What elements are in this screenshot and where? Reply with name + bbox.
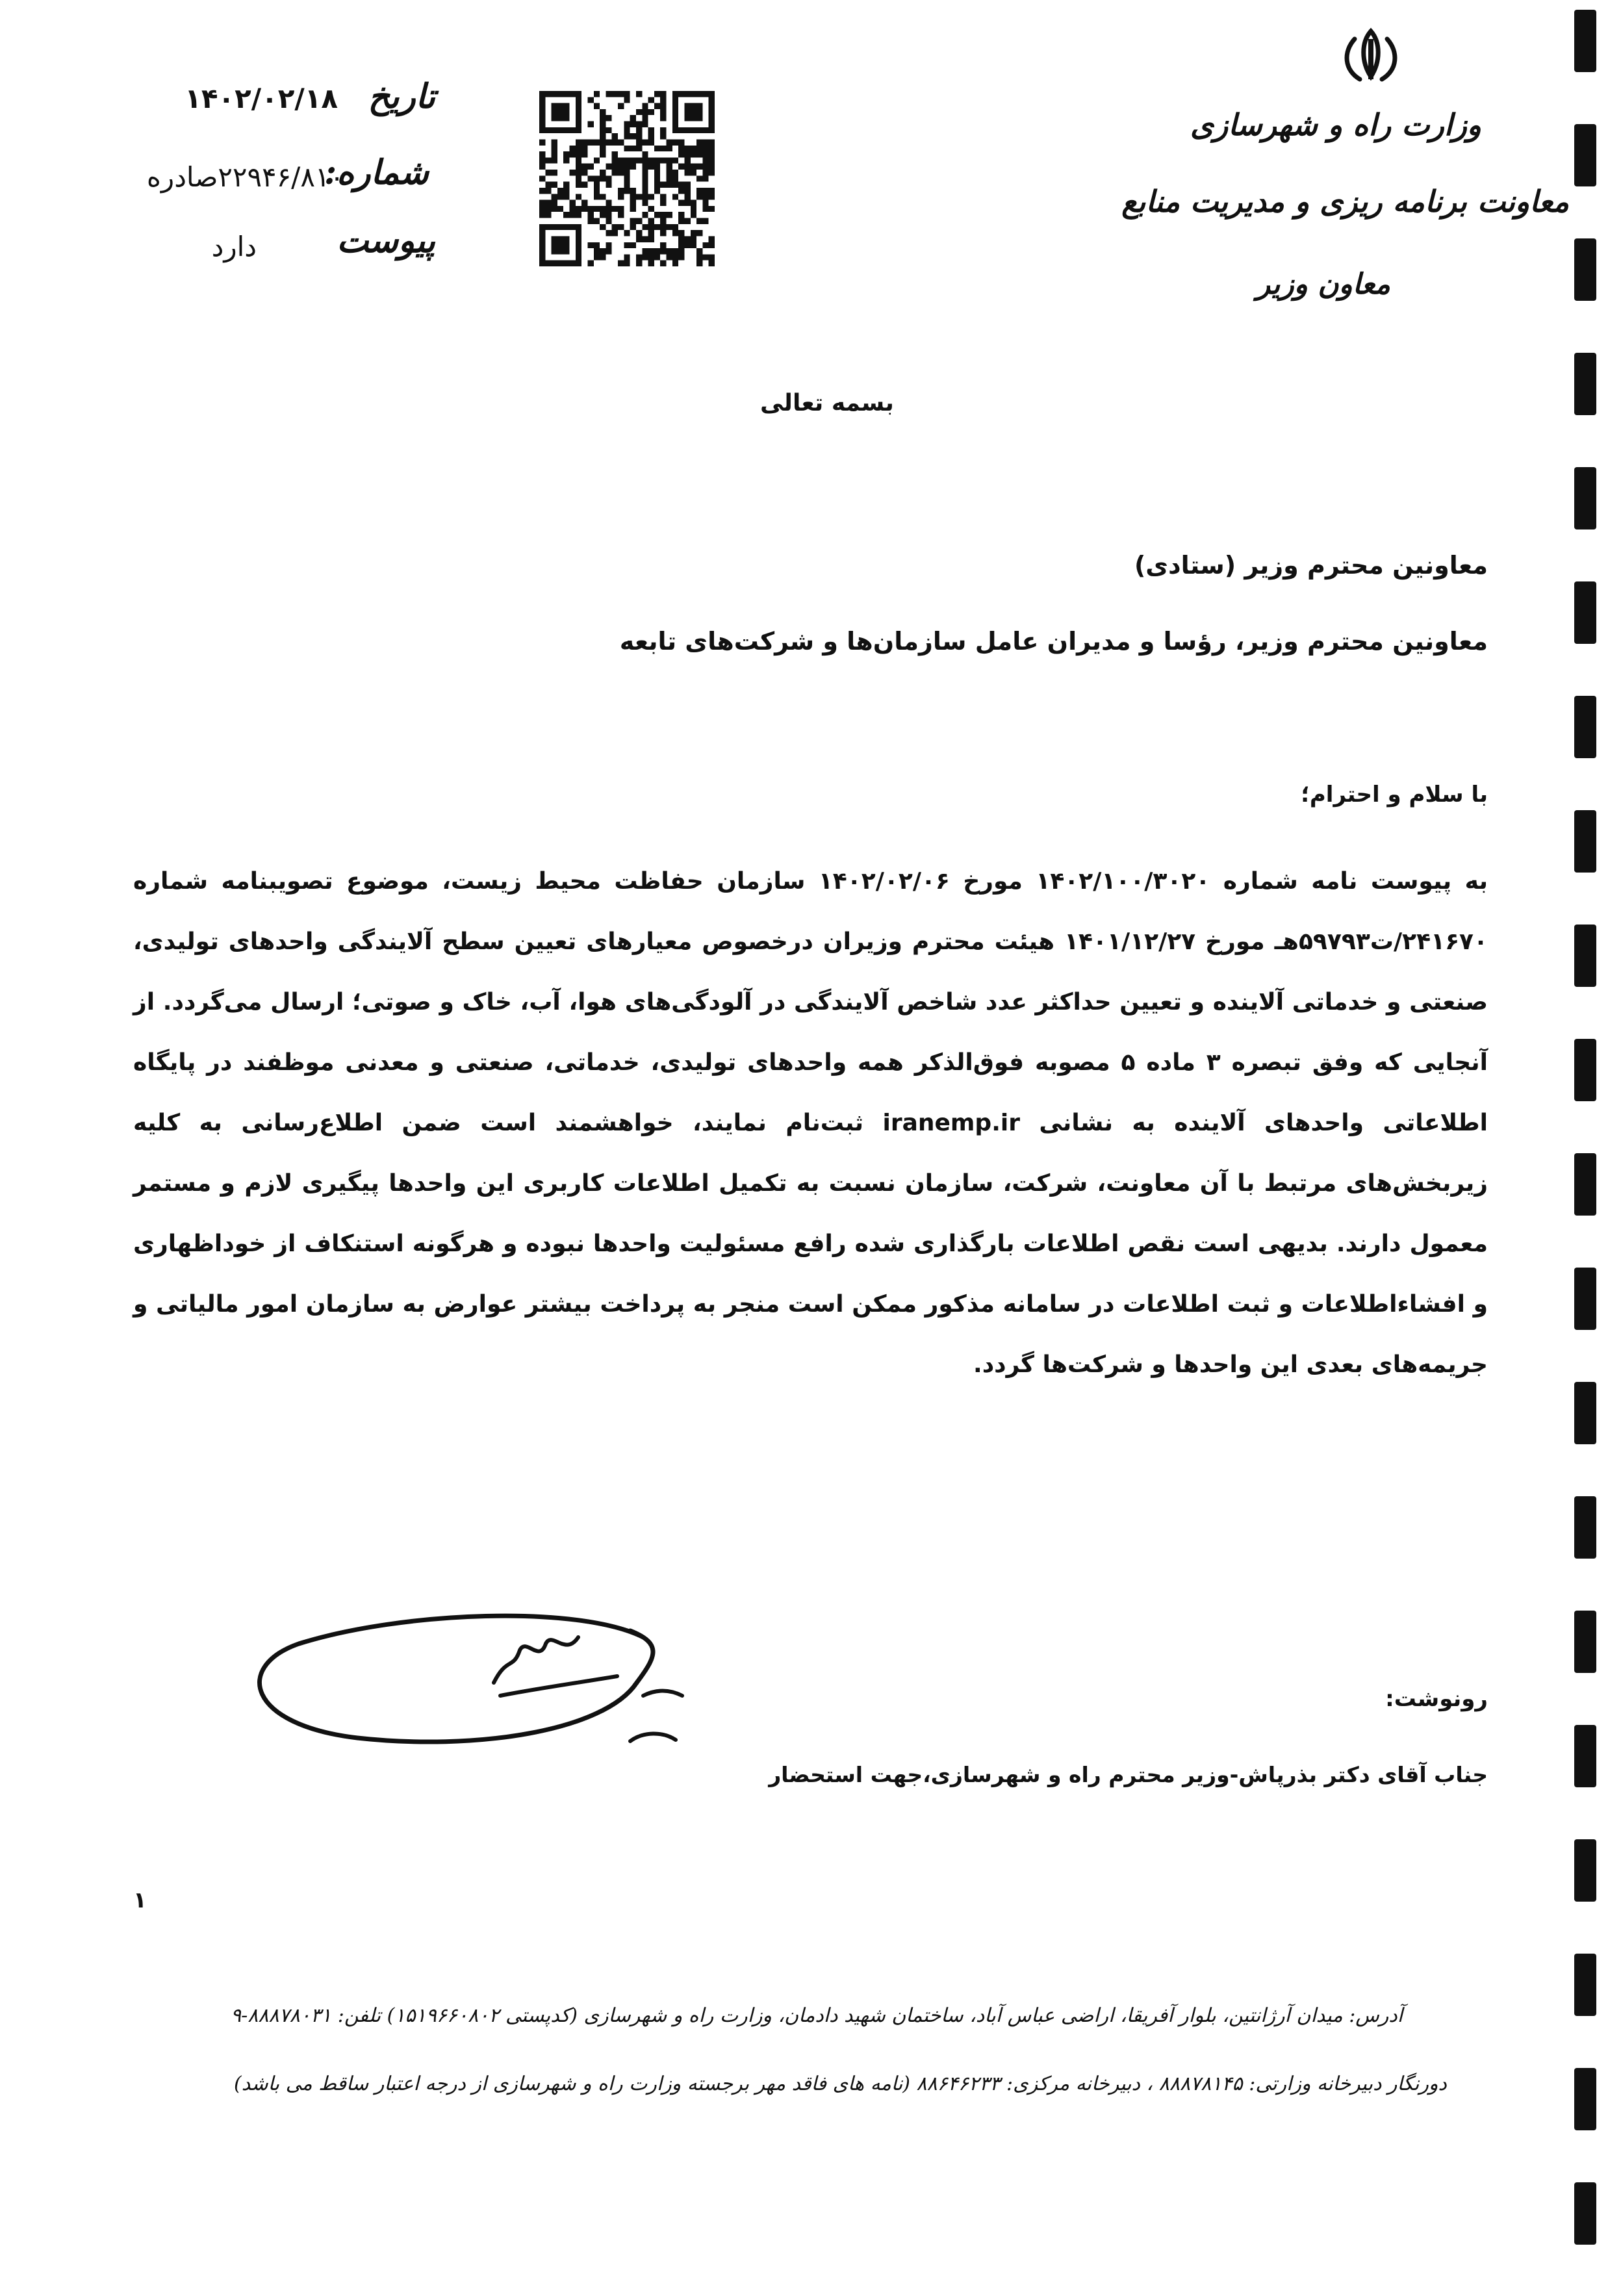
page-number: ۱ — [133, 1887, 147, 1913]
footer-fax: دورنگار دبیرخانه وزارتی: ۸۸۸۷۸۱۴۵ ، دبیرخانه مرکزی: ۸۸۶۴۶۲۳۳ (نامه های فاقد مهر برجسته وزارت راه و شهرسازی از درجه اعتبار ساقط می باشد) — [234, 2073, 1447, 2095]
scan-edge-mark — [1574, 2182, 1596, 2245]
scan-edge-mark — [1574, 581, 1596, 644]
scan-edge-mark — [1574, 810, 1596, 873]
letter-body: به پیوست نامه شماره ۱۴۰۲/۱۰۰/۳۰۲۰ مورخ ۱۴۰۲/۰۲/۰۶ سازمان حفاظت محیط زیست، موضوع تصویبنامه شماره ۲۴۱۶۷۰/ت۵۹۷۹۳هـ مورخ ۱۴۰۱/۱۲/۲۷ هیئت محترم وزیران درخصوص معیارهای تعیین سطح آلایندگی واحدهای تولیدی، صنعتی و خدماتی آلاینده و تعیین حداکثر عدد شاخص آلایندگی در آلودگی‌های هوا، آب، خاک و صوتی؛ ارسال می‌گردد. از آنجایی که وفق تبصره ۳ ماده ۵ مصوبه فوق‌الذکر همه واحدهای تولیدی، خدماتی، صنعتی و معدنی موظفند در پایگاه اطلاعاتی واحدهای آلاینده به نشانی iranemp.ir ثبت‌نام نمایند، خواهشمند است ضمن اطلاع‌رسانی به کلیه زیربخش‌های مرتبط با آن معاونت، شرکت، سازمان نسبت به تکمیل اطلاعات کاربری این واحدها پیگیری لازم و مستمر معمول دارند. بدیهی است نقص اطلاعات بارگذاری شده رافع مسئولیت واحدها نبوده و هرگونه استنکاف از خوداظهاری و افشاءاطلاعات و ثبت اطلاعات در سامانه مذکور ممکن است منجر به پرداخت بیشتر عوارض به سازمان امور مالیاتی و جریمه‌های بعدی این واحدها و شرکت‌ها گردد. — [133, 868, 1488, 1378]
scan-edge-mark — [1574, 1839, 1596, 1902]
scan-edge-mark — [1574, 2068, 1596, 2130]
iran-emblem-icon — [1335, 26, 1407, 84]
cc-label: رونوشت: — [1385, 1686, 1488, 1712]
date-label: تاریخ — [368, 77, 435, 116]
scan-edge-mark — [1574, 1725, 1596, 1787]
scan-edge-mark — [1574, 925, 1596, 987]
deputy-minister-title: معاون وزیر — [1256, 268, 1390, 301]
scan-edge-mark — [1574, 1954, 1596, 2016]
scan-edge-mark — [1574, 1268, 1596, 1330]
deputy-office-name: معاونت برنامه ریزی و مدیریت منابع — [1121, 184, 1569, 219]
scan-edge-mark — [1574, 353, 1596, 415]
attachment-label: پیوست — [337, 221, 435, 261]
number-label: شماره: — [324, 153, 429, 192]
signature — [240, 1592, 695, 1761]
cc-recipient: جناب آقای دکتر بذرپاش-وزیر محترم راه و شهرسازی،جهت استحضار — [769, 1762, 1488, 1787]
attachment-value: دارد — [211, 231, 257, 262]
number-value: ۲۲۹۴۶/۸۱۰صادره — [146, 161, 344, 193]
scan-edge-mark — [1574, 1039, 1596, 1101]
scan-edge-mark — [1574, 1611, 1596, 1673]
addressee-line: معاونین محترم وزیر، رؤسا و مدیران عامل سازمان‌ها و شرکت‌های تابعه — [619, 627, 1488, 656]
scan-edge-mark — [1574, 1382, 1596, 1444]
scan-edge-mark — [1574, 1153, 1596, 1216]
scan-edge-mark — [1574, 10, 1596, 72]
greeting: با سلام و احترام؛ — [1301, 782, 1488, 808]
ministry-name: وزارت راه و شهرسازی — [1190, 107, 1481, 142]
scan-edge-mark — [1574, 696, 1596, 758]
scan-edge-mark — [1574, 467, 1596, 529]
footer-address: آدرس: میدان آرژانتین، بلوار آفریقا، اراضی عباس آباد، ساختمان شهید دادمان، وزارت راه و شهرسازی (کدپستی ۱۵۱۹۶۶۰۸۰۲) تلفن: ۸۸۸۷۸۰۳۱-۹ — [231, 2004, 1403, 2027]
salutation-title: بسمه تعالی — [760, 390, 894, 416]
addressee-line: معاونین محترم وزیر (ستادی) — [1134, 551, 1488, 580]
scan-edge-mark — [1574, 238, 1596, 301]
scan-edge-mark — [1574, 1496, 1596, 1559]
qr-code — [539, 91, 715, 266]
scan-edge-marks — [1563, 0, 1621, 2296]
date-value: ۱۴۰۲/۰۲/۱۸ — [185, 83, 338, 114]
scan-edge-mark — [1574, 124, 1596, 186]
